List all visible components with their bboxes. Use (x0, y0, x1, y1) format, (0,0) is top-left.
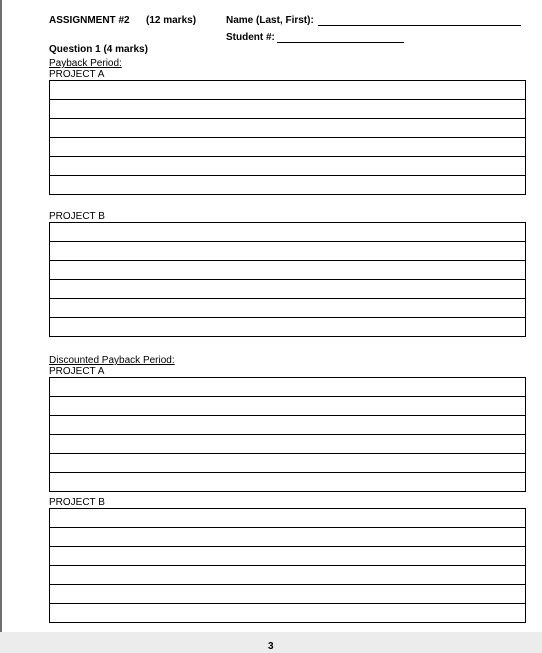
answer-cell[interactable] (50, 119, 526, 138)
answer-cell[interactable] (50, 242, 526, 261)
name-label: Name (Last, First): (226, 15, 314, 26)
answer-cell[interactable] (50, 566, 526, 585)
table-row[interactable] (50, 119, 526, 138)
answer-cell[interactable] (50, 280, 526, 299)
table-row[interactable] (50, 454, 526, 473)
answer-cell[interactable] (50, 299, 526, 318)
table-row[interactable] (50, 528, 526, 547)
answer-cell[interactable] (50, 138, 526, 157)
assignment-marks: (12 marks) (146, 15, 197, 26)
table-row[interactable] (50, 509, 526, 528)
answer-cell[interactable] (50, 157, 526, 176)
answer-cell[interactable] (50, 378, 526, 397)
answer-cell[interactable] (50, 528, 526, 547)
payback-project-b-table[interactable] (49, 222, 526, 337)
table-row[interactable] (50, 604, 526, 623)
discounted-project-b-label: PROJECT B (49, 497, 105, 508)
answer-cell[interactable] (50, 223, 526, 242)
answer-cell[interactable] (50, 604, 526, 623)
answer-cell[interactable] (50, 261, 526, 280)
assignment-title: ASSIGNMENT #2 (49, 15, 130, 26)
table-row[interactable] (50, 100, 526, 119)
answer-cell[interactable] (50, 397, 526, 416)
answer-cell[interactable] (50, 585, 526, 604)
discounted-heading: Discounted Payback Period: (49, 355, 175, 366)
answer-cell[interactable] (50, 416, 526, 435)
table-row[interactable] (50, 81, 526, 100)
question-title: Question 1 (4 marks) (49, 44, 148, 55)
student-number-field[interactable] (277, 42, 404, 43)
page-number: 3 (268, 641, 274, 652)
payback-project-b-label: PROJECT B (49, 211, 105, 222)
table-row[interactable] (50, 473, 526, 492)
answer-cell[interactable] (50, 318, 526, 337)
table-row[interactable] (50, 547, 526, 566)
table-row[interactable] (50, 566, 526, 585)
table-row[interactable] (50, 261, 526, 280)
name-field[interactable] (318, 25, 521, 26)
discounted-project-b-table[interactable] (49, 508, 526, 623)
answer-cell[interactable] (50, 454, 526, 473)
table-row[interactable] (50, 242, 526, 261)
table-row[interactable] (50, 416, 526, 435)
table-row[interactable] (50, 223, 526, 242)
payback-project-a-label: PROJECT A (49, 69, 105, 80)
table-row[interactable] (50, 378, 526, 397)
table-row[interactable] (50, 138, 526, 157)
payback-project-a-table[interactable] (49, 80, 526, 195)
table-row[interactable] (50, 585, 526, 604)
answer-cell[interactable] (50, 435, 526, 454)
table-row[interactable] (50, 299, 526, 318)
discounted-project-a-label: PROJECT A (49, 366, 105, 377)
answer-cell[interactable] (50, 509, 526, 528)
table-row[interactable] (50, 176, 526, 195)
payback-heading: Payback Period: (49, 58, 122, 69)
table-row[interactable] (50, 280, 526, 299)
student-number-label: Student #: (226, 32, 275, 43)
answer-cell[interactable] (50, 81, 526, 100)
answer-cell[interactable] (50, 547, 526, 566)
discounted-project-a-table[interactable] (49, 377, 526, 492)
table-row[interactable] (50, 318, 526, 337)
answer-cell[interactable] (50, 176, 526, 195)
table-row[interactable] (50, 397, 526, 416)
answer-cell[interactable] (50, 473, 526, 492)
table-row[interactable] (50, 157, 526, 176)
answer-cell[interactable] (50, 100, 526, 119)
table-row[interactable] (50, 435, 526, 454)
